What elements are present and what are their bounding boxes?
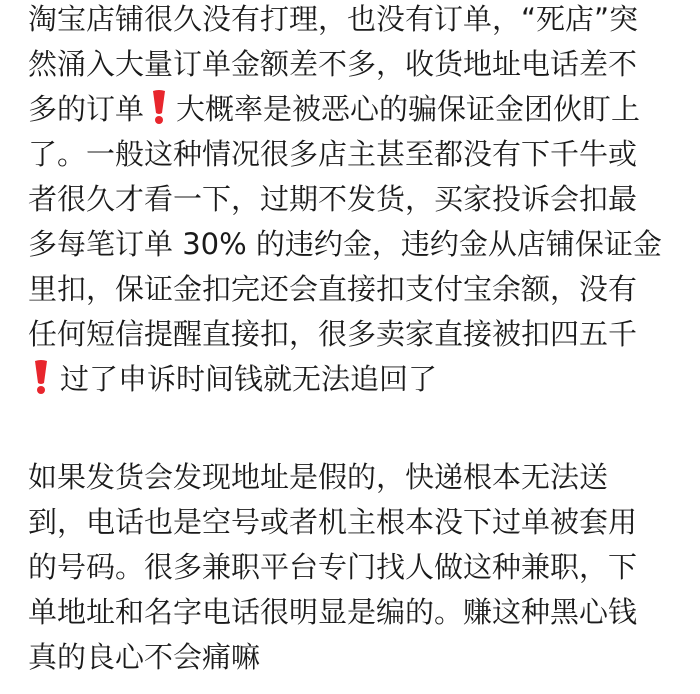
text-line <box>28 87 678 132</box>
text-line: 多每笔订单 30% 的违约金，违约金从店铺保证金 <box>28 227 662 261</box>
text-line: 单地址和名字电话很明显是编的。赚这种黑心钱 <box>28 595 638 629</box>
text-line: 真的良心不会痛嘛 <box>28 640 261 674</box>
text-segment: 过了申诉时间钱就无法追回了 <box>60 362 438 396</box>
text-line: 里扣，保证金扣完还会直接扣支付宝余额，没有 <box>28 272 638 306</box>
text-line: 者很久才看一下，过期不发货，买家投诉会扣最 <box>28 182 638 216</box>
text-line: 任何短信提醒直接扣，很多卖家直接被扣四五千 <box>28 317 638 351</box>
text-line <box>28 357 678 402</box>
paragraph-warning <box>28 0 678 402</box>
text-line: 淘宝店铺很久没有打理，也没有订单，“死店”突 <box>28 2 639 36</box>
paragraph-fake-address <box>28 455 678 680</box>
exclamation-icon <box>28 359 54 395</box>
text-line: 然涌入大量订单金额差不多，收货地址电话差不 <box>28 47 638 81</box>
text-segment: 大概率是被恶心的骗保证金团伙盯上 <box>176 92 641 126</box>
article-body <box>28 0 678 680</box>
exclamation-icon <box>146 89 172 125</box>
text-line: 到，电话也是空号或者机主根本没下过单被套用 <box>28 505 638 539</box>
text-line: 的号码。很多兼职平台专门找人做这种兼职，下 <box>28 550 638 584</box>
text-line: 了。一般这种情况很多店主甚至都没有下千牛或 <box>28 137 638 171</box>
text-line: 如果发货会发现地址是假的，快递根本无法送 <box>28 460 609 494</box>
paragraph-spacer <box>28 402 678 455</box>
text-segment: 多的订单 <box>28 92 145 126</box>
